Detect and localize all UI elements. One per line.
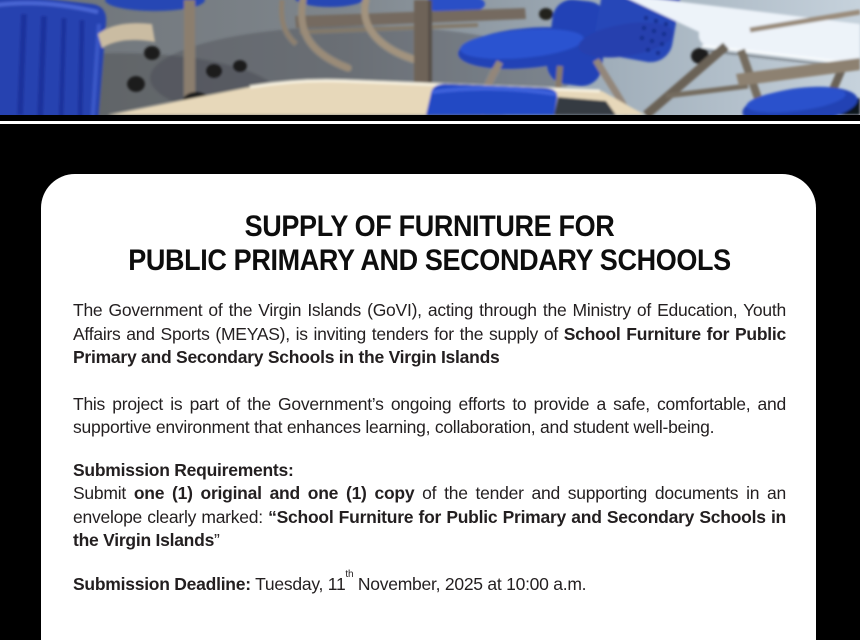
requirements-heading: Submission Requirements: — [73, 459, 294, 480]
chair-ridge — [80, 20, 82, 115]
table-post — [184, 0, 195, 100]
intro-paragraph: The Government of the Virgin Islands (GoVI), acting through the Ministry of Education, Youth Affairs and Sports (MEYAS), is inviting tenders for the supply of School Furniture for Public Primary and Secondary Schools in the Virgin Islands — [73, 300, 786, 367]
requirements-paragraph: Submit one (1) original and one (1) copy of the tender and supporting documents in an envelope clearly marked: “School Furniture for Public Primary and Secondary Schools in the Virgin Islands” — [73, 483, 787, 550]
caster-wheel — [233, 60, 247, 72]
chair-ridge — [40, 16, 44, 115]
notice-card — [41, 174, 816, 640]
chair-ridge — [61, 18, 64, 115]
caster-wheel — [127, 76, 145, 92]
caster-wheel — [144, 46, 160, 60]
divider-line — [0, 121, 860, 124]
notice-title-line-2: PUBLIC PRIMARY AND SECONDARY SCHOOLS — [128, 244, 731, 277]
chair-ridge — [20, 14, 24, 115]
table-post — [428, 0, 432, 96]
deadline-paragraph: Submission Deadline: Tuesday, 11th November, 2025 at 10:00 a.m. — [73, 568, 587, 594]
project-paragraph: This project is part of the Government’s ongoing efforts to provide a safe, comfortable, and supportive environment that enhances learning, collaboration, and student well-being. — [73, 393, 786, 437]
classroom-photo — [0, 0, 860, 115]
notice-title — [73, 210, 786, 278]
caster-wheel — [539, 8, 553, 20]
chair-back — [0, 0, 106, 115]
caster-wheel — [206, 64, 222, 78]
notice-title-line-1: SUPPLY OF FURNITURE FOR — [244, 210, 615, 243]
